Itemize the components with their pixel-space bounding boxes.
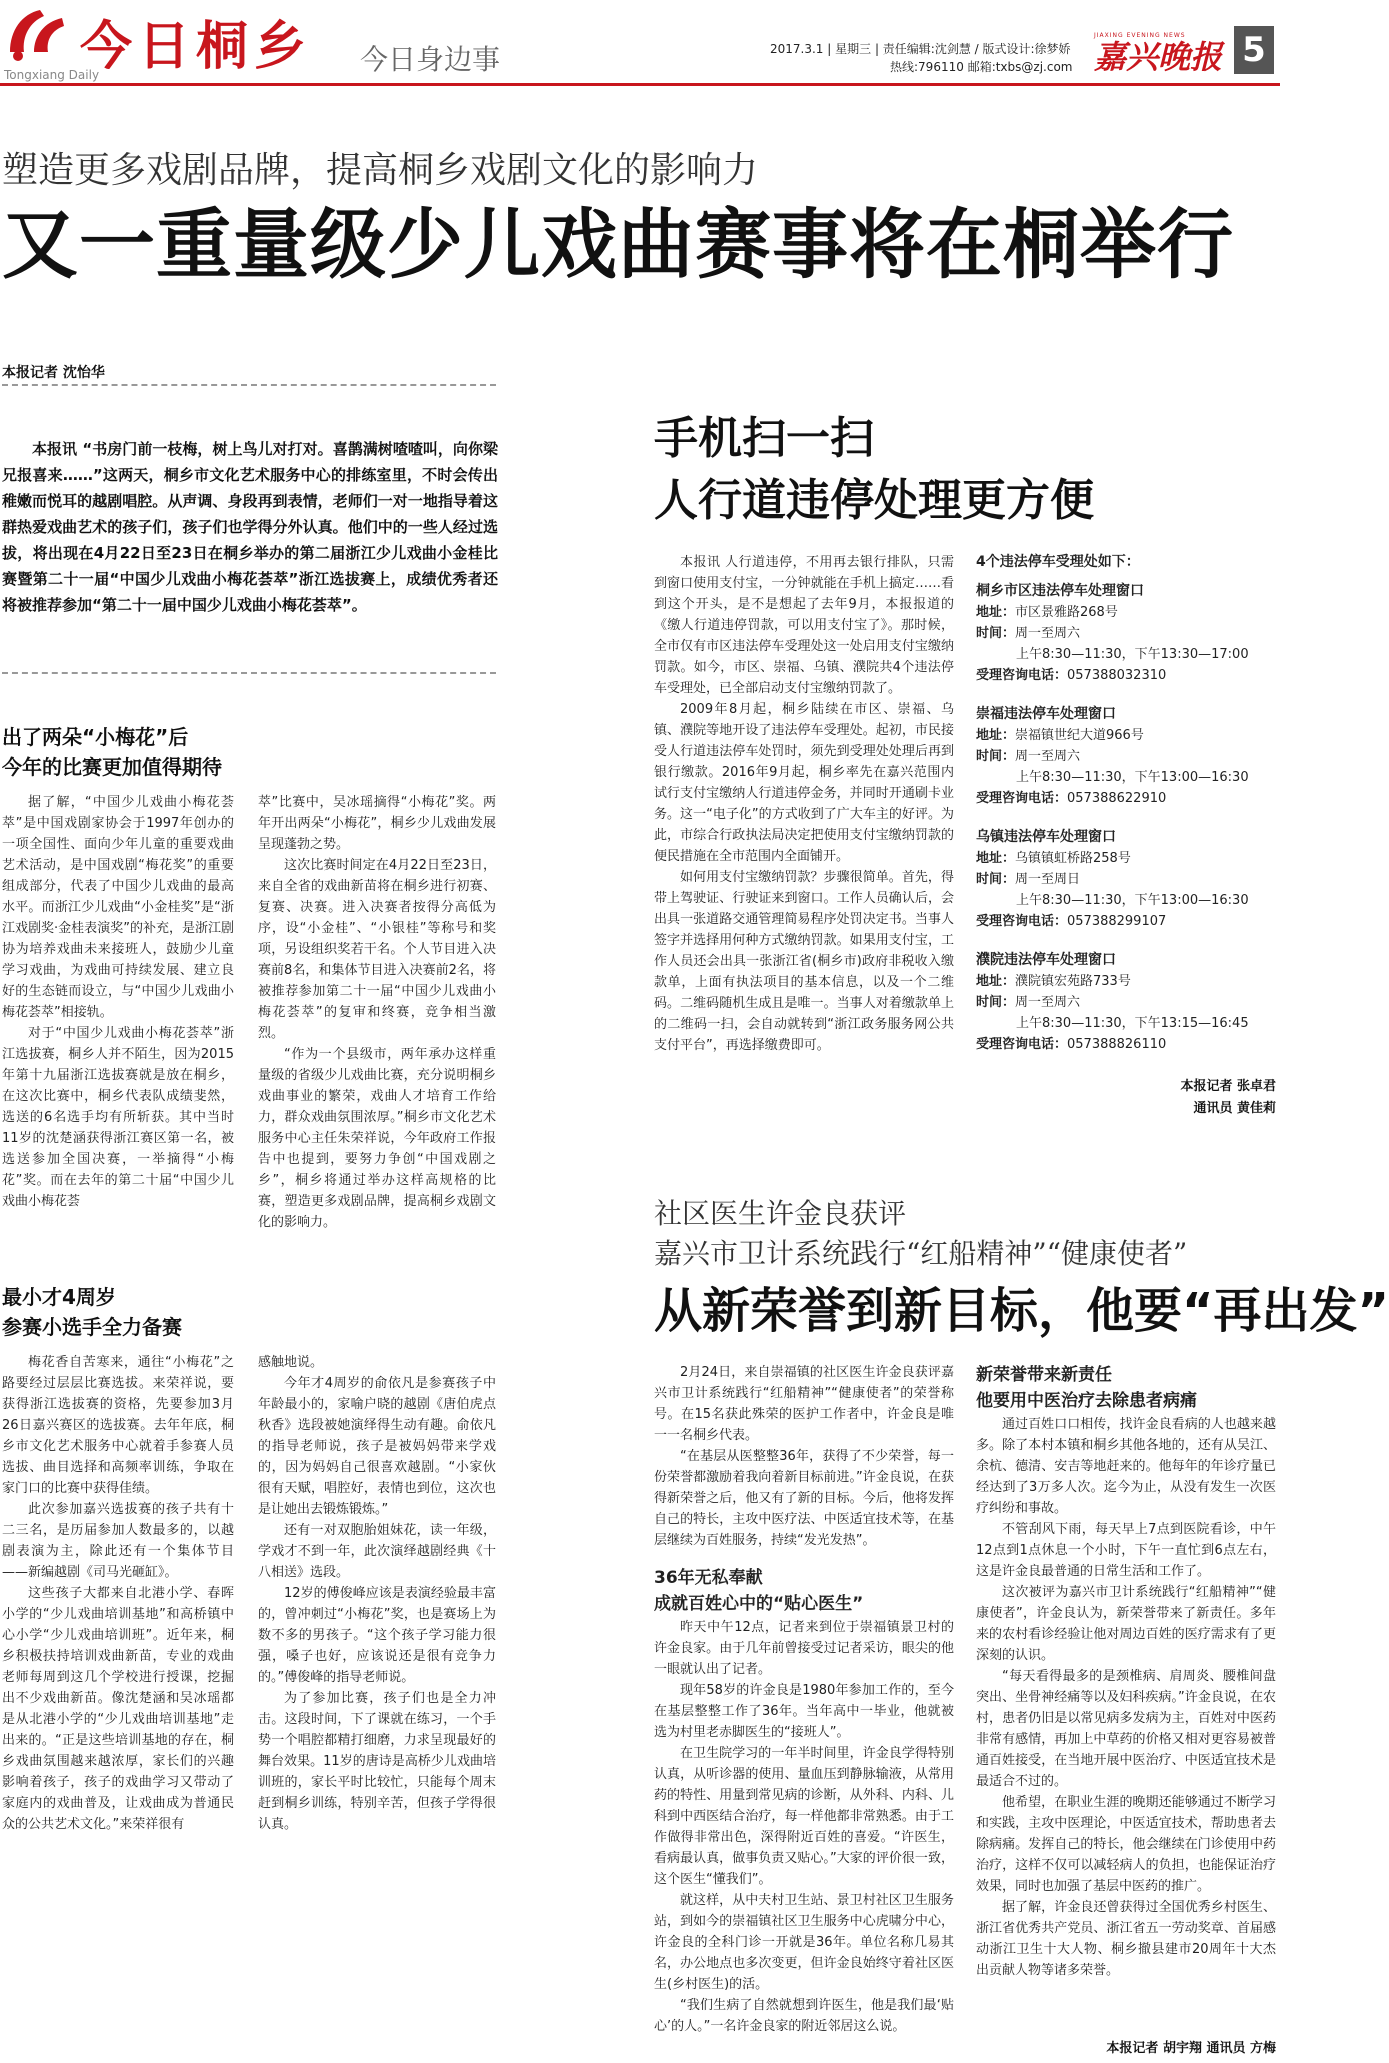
masthead bbox=[0, 0, 1280, 86]
article3-col2: 新荣誉带来新责任 他要用中医治疗去除患者病痛 通过百姓口口相传，找许金良看病的人也越来越多。除了本村本镇和桐乡其他各地的，还有从吴江、余杭、德清、安吉等地赶来的。他每年的年诊疗量已经达到了3万多人次。迄今为止，从没有发生一次医疗纠纷和事故。 不管刮风下雨，每天早上7点到医院看诊，中午12点到1点休息一个小时，下午一直忙到6点左右，这是许金良最普通的日常生活和工作了。 这次被评为嘉兴市卫计系统践行“红船精神”“健康使者”，许金良认为，新荣誉带来了新责任。多年来的农村看诊经验让他对周边百姓的医疗需求有了更深刻的认识。 “每天看得最多的是颈椎病、肩周炎、腰椎间盘突出、坐骨神经痛等以及妇科疾病。”许金良说，在农村，患者仍旧是以常见病多发病为主，百姓对中医药非常有感情，再加上中草药的价格又相对更容易被普通百姓接受，在当地开展中医治疗、中医适宜技术是最适合不过的。 他希望，在职业生涯的晚期还能够通过不断学习和实践，主攻中医理论，中医适宜技术，帮助患者去除病痛。发挥自己的特长，他会继续在门诊使用中药治疗，这样不仅可以减轻病人的负担，也能保证治疗效果，同时也加强了基层中医药的推广。 据了解，许金良还曾获得过全国优秀乡村医生、浙江省优秀共产党员、浙江省五一劳动奖章、首届感动浙江卫生十大人物、桐乡撤县建市20周年十大杰出贡献人物等诸多荣誉。 bbox=[976, 1362, 1276, 1981]
article3-credit: 本报记者 胡宇翔 通讯员 方梅 bbox=[1106, 2041, 1276, 2056]
article1-section2-title: 最小才4周岁 参赛小选手全力备赛 bbox=[2, 1285, 182, 1339]
article3-sub1: 36年无私奉献 成就百姓心中的“贴心医生” bbox=[654, 1568, 864, 1614]
divider bbox=[2, 672, 496, 674]
article1-section1-title: 出了两朵“小梅花”后 今年的比赛更加值得期待 bbox=[2, 725, 222, 779]
article3-subhead2: 嘉兴市卫计系统践行“红船精神”“健康使者” bbox=[654, 1237, 1188, 1270]
article2-credit: 本报记者 张卓君 通讯员 黄佳莉 bbox=[1180, 1079, 1276, 1116]
article2-body: 本报讯 人行道违停，不用再去银行排队，只需到窗口使用支付宝，一分钟就能在手机上搞定……看到这个开头，是不是想起了去年9月，本报报道的《缴人行道违停罚款，可以用支付宝了》。那时候，全市仅有市区违法停车受理处这一处启用支付宝缴纳罚款。如今，市区、崇福、乌镇、濮院共4个违法停车受理处，已全部启动支付宝缴纳罚款了。 2009年8月起，桐乡陆续在市区、崇福、乌镇、濮院等地开设了违法停车受理处。起初，市民接受人行道违法停车处罚时，须先到受理处处理后再到银行缴款。2016年9月起，桐乡率先在嘉兴范围内试行支付宝缴纳人行道违停金务，并同时开通刷卡业务。这一“电子化”的方式收到了广大车主的好评。为此，市综合行政执法局决定把使用支付宝缴纳罚款的便民措施在全市范围内全面铺开。 如何用支付宝缴纳罚款？步骤很简单。首先，得带上驾驶证、行驶证来到窗口。工作人员确认后，会出具一张道路交通管理简易程序处罚决定书。当事人签字并选择用何种方式缴纳罚款。如果用支付宝，工作人员还会出具一张浙江省(桐乡市)政府非税收入缴款单，上面有执法项目的基本信息，以及一个二维码。二维码随机生成且是唯一。当事人对着缴款单上的二维码一扫，会自动就转到“浙江政务服务网公共支付平台”，再选择缴费即可。 bbox=[654, 555, 954, 1053]
paper-logo: 嘉兴晚报 bbox=[1094, 38, 1223, 76]
logo-mark-icon bbox=[4, 2, 68, 66]
article3-subhead1: 社区医生许金良获评 bbox=[654, 1197, 907, 1230]
article1-section1-col1: 据了解，“中国少儿戏曲小梅花荟萃”是中国戏剧家协会于1997年创办的一项全国性、面向少年儿童的重要戏曲艺术活动，是中国戏剧“梅花奖”的重要组成部分，代表了中国少儿戏曲的最高水平。而浙江少儿戏曲“小金桂奖”是“浙江戏剧奖·金桂表演奖”的补充，是浙江剧协为培养戏曲未来接班人，鼓励少儿童学习戏曲，为戏曲可持续发展、建立良好的生态链而设立，与“中国少儿戏曲小梅花荟萃”相接轨。 对于“中国少儿戏曲小梅花荟萃”浙江选拔赛，桐乡人并不陌生，因为2015年第十九届浙江选拔赛就是放在桐乡，在这次比赛中，桐乡代表队成绩斐然，选送的6名选手均有所斩获。其中当时11岁的沈楚涵获得浙江赛区第一名，被选送参加全国决赛，一举摘得“小梅花”奖。而在去年的第二十届“中国少儿戏曲小梅花荟 bbox=[2, 795, 234, 1209]
article1-subhead: 塑造更多戏剧品牌，提高桐乡戏剧文化的影响力 bbox=[2, 150, 759, 191]
article1-section1-col2: 萃”比赛中，吴冰瑶摘得“小梅花”奖。两年开出两朵“小梅花”，桐乡少儿戏曲发展呈现蓬勃之势。 这次比赛时间定在4月22日至23日，来自全省的戏曲新苗将在桐乡进行初赛、复赛、决赛。进入决赛者按得分高低为序，设“小金桂”、“小银桂”等称号和奖项，另设组织奖若干名。个人节目进入决赛前8名，和集体节目进入决赛前2名，将被推荐参加第二十一届“中国少儿戏曲小梅花荟萃”的复审和终赛，竞争相当激烈。 “作为一个县级市，两年承办这样重量级的省级少儿戏曲比赛，充分说明桐乡戏曲事业的繁荣，戏曲人才培育工作给力，群众戏曲氛围浓厚。”桐乡市文化艺术服务中心主任朱荣祥说，今年政府工作报告中也提到，要努力争创“中国戏剧之乡”，桐乡将通过举办这样高规格的比赛，塑造更多戏剧品牌，提高桐乡戏剧文化的影响力。 bbox=[258, 795, 496, 1230]
article1-lede: 本报讯 “书房门前一枝梅，树上鸟儿对打对。喜鹊满树喳喳叫，向你梁兄报喜来……”这两天，桐乡市文化艺术服务中心的排练室里，不时会传出稚嫩而悦耳的越剧唱腔。从声调、身段再到表情，老师们一对一地指导着这群热爱戏曲艺术的孩子们，孩子们也学得分外认真。他们中的一些人经过选拔，将出现在4月22日至23日在桐乡举办的第二届浙江少儿戏曲小金桂比赛暨第二十一届“中国少儿戏曲小梅花荟萃”浙江选拔赛上，成绩优秀者还将被推荐参加“第二十一届中国少儿戏曲小梅花荟萃”。 bbox=[2, 440, 498, 614]
office-list-title: 4个违法停车受理处如下： bbox=[976, 554, 1140, 570]
issue-date: 2017.3.1 bbox=[770, 42, 824, 56]
page-number: 5 bbox=[1234, 26, 1274, 74]
hotline: 热线:796110 bbox=[890, 60, 964, 74]
article3-sub2: 新荣誉带来新责任 他要用中医治疗去除患者病痛 bbox=[976, 1365, 1197, 1411]
article1-section2-col1: 梅花香自苦寒来，通往“小梅花”之路要经过层层比赛选拔。来荣祥说，要获得浙江选拔赛的资格，先要参加3月26日嘉兴赛区的选拔赛。去年年底，桐乡市文化艺术服务中心就着手参赛人员选拔、曲目选择和高频率训练，争取在家门口的比赛中获得佳绩。 此次参加嘉兴选拔赛的孩子共有十二三名，是历届参加人数最多的，以越剧表演为主，除此还有一个集体节目——新编越剧《司马光砸缸》。 这些孩子大都来自北港小学、春晖小学的“少儿戏曲培训基地”和高桥镇中心小学“少儿戏曲培训班”。近年来，桐乡积极扶持培训戏曲新苗，专业的戏曲老师每周到这几个学校进行授课，挖掘出不少戏曲新苗。像沈楚涵和吴冰瑶都是从北港小学的“少儿戏曲培训基地”走出来的。“正是这些培训基地的存在，桐乡戏曲氛围越来越浓厚，家长们的兴趣影响着孩子，孩子的戏曲学习又带动了家庭内的戏曲普及，让戏曲成为普通民众的公共艺术文化。”来荣祥很有 bbox=[2, 1355, 234, 1832]
article3-col1: 2月24日，来自崇福镇的社区医生许金良获评嘉兴市卫计系统践行“红船精神”“健康使者”的荣誉称号。在15名获此殊荣的医护工作者中，许金良是唯一一名桐乡代表。 “在基层从医整整36年，获得了不少荣誉，每一份荣誉都激励着我向着新目标前进。”许金良说，在获得新荣誉之后，他又有了新的目标。今后，他将发挥自己的特长，主攻中医疗法、中医适宜技术等，在基层继续为百姓服务，持续“发光发热”。 36年无私奉献 成就百姓心中的“贴心医生” 昨天中午12点，记者来到位于崇福镇景卫村的许金良家。由于几年前曾接受过记者采访，眼尖的他一眼就认出了记者。 现年58岁的许金良是1980年参加工作的，至今在基层整整工作了36年。当年高中一毕业，他就被选为村里老赤脚医生的“接班人”。 在卫生院学习的一年半时间里，许金良学得特别认真，从听诊器的使用、量血压到静脉输液，从常用药的特性、用量到常见病的诊断，从外科、内科、儿科到中西医结合治疗，每一样他都非常熟悉。由于工作做得非常出色，深得附近百姓的喜爱。“许医生，看病最认真，做事负责又贴心。”大家的评价很一致，这个医生“懂我们”。 就这样，从中夫村卫生站、景卫村社区卫生服务站，到如今的崇福镇社区卫生服务中心虎啸分中心，许金良的全科门诊一开就是36年。单位名称几易其名，办公地点也多次变更，但许金良始终守着社区医生(乡村医生)的活。 “我们生病了自然就想到许医生，他是我们最‘贴心’的人。”一名许金良家的附近邻居这么说。 bbox=[654, 1365, 954, 2034]
issue-weekday: 星期三 bbox=[835, 42, 872, 56]
article2-headline: 手机扫一扫 人行道违停处理更方便 bbox=[654, 413, 1094, 526]
article1-byline: 本报记者 沈怡华 bbox=[2, 365, 105, 381]
email: 邮箱:txbs@zj.com bbox=[967, 60, 1073, 74]
office-item: 乌镇违法停车处理窗口 地址：乌镇镇虹桥路258号 时间：周一至周日 上午8:30—11:30，下午13:00—16:30 受理咨询电话：057388299107 bbox=[976, 829, 1249, 929]
editor-credit: 责任编辑:沈剑慧 / 版式设计:徐梦娇 bbox=[882, 42, 1071, 56]
logo-english: Tongxiang Daily bbox=[4, 68, 100, 82]
divider bbox=[2, 384, 496, 386]
office-item: 崇福违法停车处理窗口 地址：崇福镇世纪大道966号 时间：周一至周六 上午8:30—11:30，下午13:00—16:30 受理咨询电话：057388622910 bbox=[976, 706, 1249, 806]
article1-section2-col2: 感触地说。 今年才4周岁的俞依凡是参赛孩子中年龄最小的，家喻户晓的越剧《唐伯虎点秋香》选段被她演绎得生动有趣。俞依凡的指导老师说，孩子是被妈妈带来学戏的，因为妈妈自己很喜欢越剧。“小家伙很有天赋，唱腔好，表情也到位，这次也是让她出去锻炼锻炼。” 还有一对双胞胎姐妹花，读一年级，学戏才不到一年，此次演绎越剧经典《十八相送》选段。 12岁的傅俊峰应该是表演经验最丰富的，曾冲刺过“小梅花”奖，也是赛场上为数不多的男孩子。“这个孩子学习能力很强，嗓子也好，应该说还是很有竞争力的。”傅俊峰的指导老师说。 为了参加比赛，孩子们也是全力冲击。这段时间，下了课就在练习，一个手势一个唱腔都精打细磨，力求呈现最好的舞台效果。11岁的唐诗是高桥少儿戏曲培训班的，家长平时比较忙，只能每个周末赶到桐乡训练，特别辛苦，但孩子学得很认真。 bbox=[258, 1355, 496, 1832]
article1-headline: 又一重量级少儿戏曲赛事将在桐举行 bbox=[2, 200, 1234, 289]
section-title: 今日身边事 bbox=[360, 43, 501, 76]
office-item: 濮院违法停车处理窗口 地址：濮院镇宏苑路733号 时间：周一至周六 上午8:30—11:30，下午13:15—16:45 受理咨询电话：057388826110 bbox=[976, 952, 1249, 1052]
office-list bbox=[976, 552, 1276, 1055]
article3-headline: 从新荣誉到新目标，他要“再出发” bbox=[654, 1283, 1389, 1339]
office-item: 桐乡市区违法停车处理窗口 地址：市区景雅路268号 时间：周一至周六 上午8:30—11:30，下午13:30—17:00 受理咨询电话：057388032310 bbox=[976, 583, 1249, 683]
paper-logo-english: JIAXING EVENING NEWS bbox=[1094, 32, 1186, 39]
issue-meta: 2017.3.1 | 星期三 | 责任编辑:沈剑慧 / 版式设计:徐梦娇 热线:796110 邮箱:txbs@zj.com bbox=[770, 42, 1073, 74]
logo-text: 今日桐乡 bbox=[80, 16, 313, 77]
